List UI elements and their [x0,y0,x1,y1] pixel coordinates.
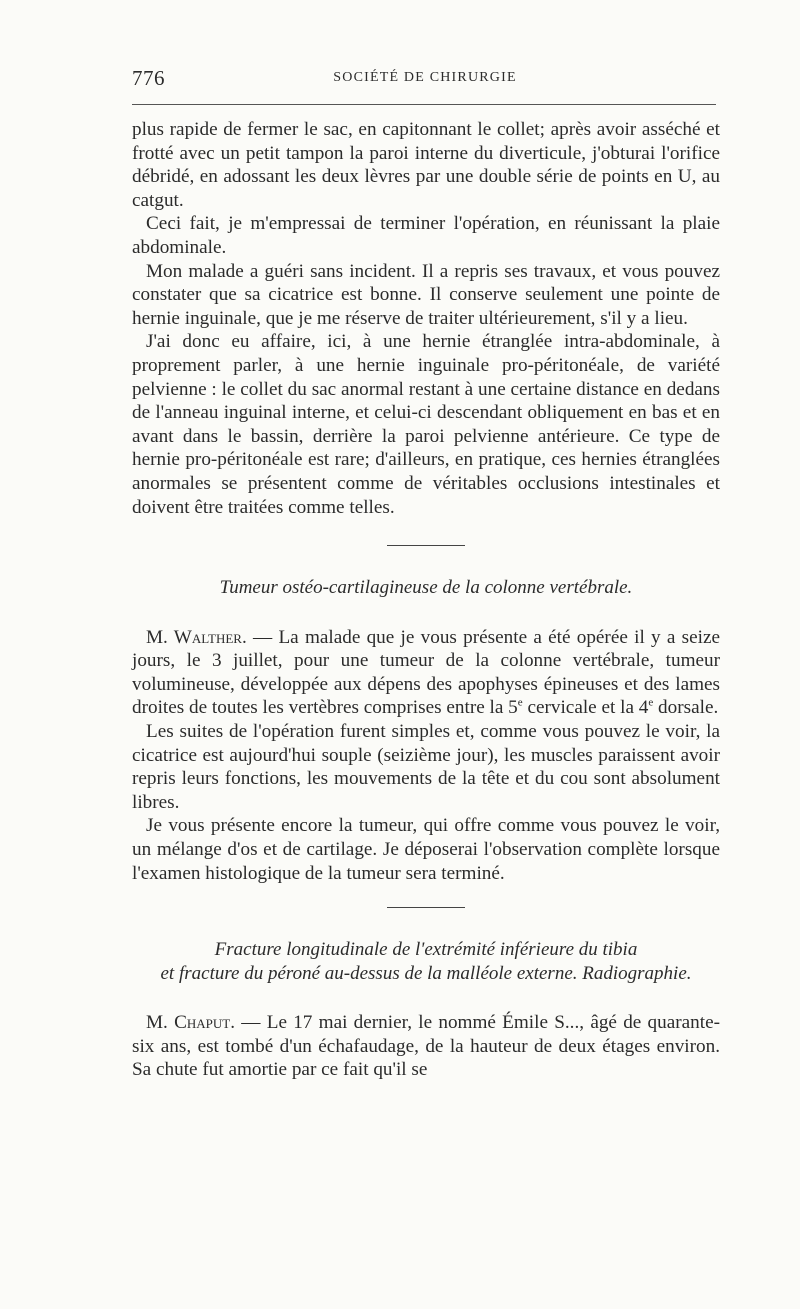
speaker-name: M. Chaput. [146,1012,236,1034]
page-header [132,66,718,96]
header-rule [132,104,716,105]
paragraph: Les suites de l'opération furent simples et, comme vous pouvez le voir, la cicatrice est aujourd'hui souple (seizième jour), les muscles paraissent avoir repris leurs fonctions, les mouvements de la tête et du cou sont absolument libres. [132,720,720,813]
section-title: Tumeur ostéo-cartilagineuse de la colonne vertébrale. [219,577,633,599]
paragraph: J'ai donc eu affaire, ici, à une hernie étranglée intra-abdominale, à proprement parler, à une hernie inguinale pro-péritonéale, de variété pelvienne : le collet du sac anormal restant à une certaine distance en dedans de l'anneau inguinal interne, et celui-ci descendant obliquement en bas et en avant dans le bassin, derrière la paroi pelvienne antérieure. Ce type de hernie pro-péritonéale est rare; d'ailleurs, en pratique, ces hernies étranglées anormales se présentent comme de véritables occlusions intestinales et doivent être traitées comme telles. [132,331,720,518]
paragraph-text: — Le 17 mai dernier, le nommé Émile S..., âgé de quarante-six ans, est tombé d'un échafaudage, de la hauteur de deux étages environ. Sa chute fut amortie par ce fait qu'il se [132,1012,720,1081]
paragraph [132,626,720,720]
paragraph: plus rapide de fermer le sac, en capitonnant le collet; après avoir asséché et frotté avec un petit tampon la paroi interne du diverticule, j'obturai l'orifice débridé, en adossant les deux lèvres par une double série de points en U, au catgut. [132,119,720,211]
paragraph-text: dorsale. [653,697,719,719]
page-number: 776 [132,66,165,90]
running-head: SOCIÉTÉ DE CHIRURGIE [333,70,517,85]
section-title-line: et fracture du péroné au-dessus de la malléole externe. Radiographie. [160,962,692,984]
superscript: e [517,696,523,709]
paragraph-text: cervicale et la 4 [522,697,649,719]
superscript: e [648,696,654,709]
body-text [132,118,720,1082]
paragraph: Je vous présente encore la tumeur, qui offre comme vous pouvez le voir, un mélange d'os et de cartilage. Je déposerai l'observation complète lorsque l'examen histologique de la tumeur sera terminé. [132,815,720,884]
paragraph [132,1011,720,1082]
section-title-line: Fracture longitudinale de l'extrémité inférieure du tibia [214,939,638,961]
speaker-name: M. Walther. [146,626,247,648]
paragraph: Ceci fait, je m'empressai de terminer l'opération, en réunissant la plaie abdominale. [132,213,720,258]
paragraph: Mon malade a guéri sans incident. Il a repris ses travaux, et vous pouvez constater que sa cicatrice est bonne. Il conserve seulement une pointe de hernie inguinale, que je me réserve de traiter ultérieurement, s'il y a lieu. [132,260,720,329]
paragraph-text: — La malade que je vous présente a été opérée il y a seize jours, le 3 juillet, pour une tumeur de la colonne vertébrale, tumeur volumineuse, développée aux dépens des apophyses épineuses et des lames droites de toutes les vertèbres comprises entre la 5 [132,626,720,719]
